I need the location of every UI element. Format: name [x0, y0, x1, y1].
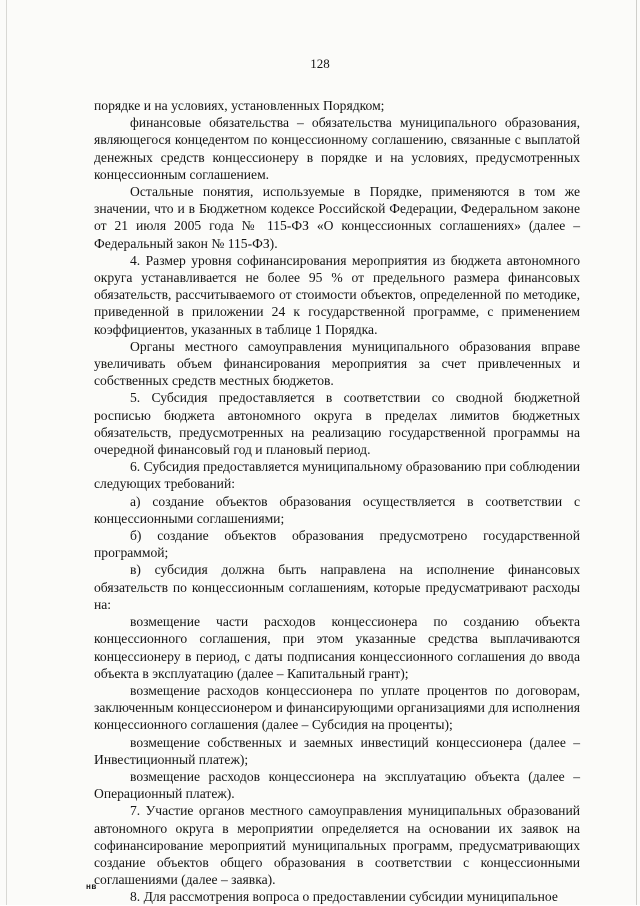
- document-body: [94, 97, 580, 906]
- paragraph: возмещение части расходов концессионера по созданию объекта концессионного соглашения, при этом указанные средства выплачиваются концессионеру в период, с даты подписания концессионного соглашения до ввода объекта в эксплуатацию (далее – Капитальный грант);: [94, 614, 580, 681]
- paragraph: 5. Субсидия предоставляется в соответствии со сводной бюджетной росписью бюджета автономного округа в пределах лимитов бюджетных обязательств, предусмотренных на реализацию государственной программы на очередной финансовый год и плановый период.: [94, 390, 580, 458]
- scan-edge-right: [636, 0, 637, 905]
- list-item: б) создание объектов образования предусмотрено государственной программой;: [94, 528, 580, 561]
- list-item: в) субсидия должна быть направлена на исполнение финансовых обязательств по концессионным соглашениям, которые предусматривают расходы на:: [94, 562, 580, 612]
- paragraph: возмещение расходов концессионера по уплате процентов по договорам, заключенным концессионером и финансирующими организациями для исполнения концессионного соглашения (далее – Субсидия на проценты);: [94, 682, 580, 733]
- list-item: а) создание объектов образования осуществляется в соответствии с концессионными соглашениями;: [94, 493, 580, 526]
- paragraph: финансовые обязательства – обязательства муниципального образования, являющегося концедентом по концессионному соглашению, связанные с выплатой денежных средств концессионеру в порядке и на условиях, предусмотренных концессионным соглашением.: [94, 115, 580, 182]
- page-number: 128: [310, 56, 330, 71]
- paragraph: возмещение собственных и заемных инвестиций концессионера (далее – Инвестиционный платеж);: [94, 734, 580, 767]
- paragraph: 6. Субсидия предоставляется муниципальному образованию при соблюдении следующих требований:: [94, 459, 580, 492]
- paragraph: 7. Участие органов местного самоуправления муниципальных образований автономного округа в мероприятии определяется на основании их заявок на софинансирование мероприятий муниципальных программ, предусматривающих создание объектов общего образования в соответствии с концессионными соглашениями (далее – заявка).: [94, 803, 580, 888]
- paragraph: 8. Для рассмотрения вопроса о предоставлении субсидии муниципальное: [130, 889, 558, 905]
- paragraph: возмещение расходов концессионера на эксплуатацию объекта (далее – Операционный платеж).: [94, 768, 580, 802]
- paragraph: 4. Размер уровня софинансирования мероприятия из бюджета автономного округа устанавливается не более 95 % от предельного размера финансовых обязательств, рассчитываемого от стоимости объектов, определенной по методике, приведенной в приложении 24 к государственной программе, с применением коэффициентов, указанных в таблице 1 Порядка.: [94, 252, 580, 337]
- footer-initials: нв: [86, 882, 97, 891]
- scan-edge-left: [6, 0, 7, 905]
- paragraph: Органы местного самоуправления муниципального образования вправе увеличивать объем финансирования мероприятия за счет привлеченных и собственных средств местных бюджетов.: [94, 338, 580, 389]
- paragraph: порядке и на условиях, установленных Порядком;: [94, 98, 385, 113]
- paragraph: Остальные понятия, используемые в Порядке, применяются в том же значении, что и в Бюджетном кодексе Российской Федерации, Федеральном законе от 21 июля 2005 года № 115-ФЗ «О концессионных соглашениях» (далее – Федеральный закон № 115-ФЗ).: [94, 184, 580, 251]
